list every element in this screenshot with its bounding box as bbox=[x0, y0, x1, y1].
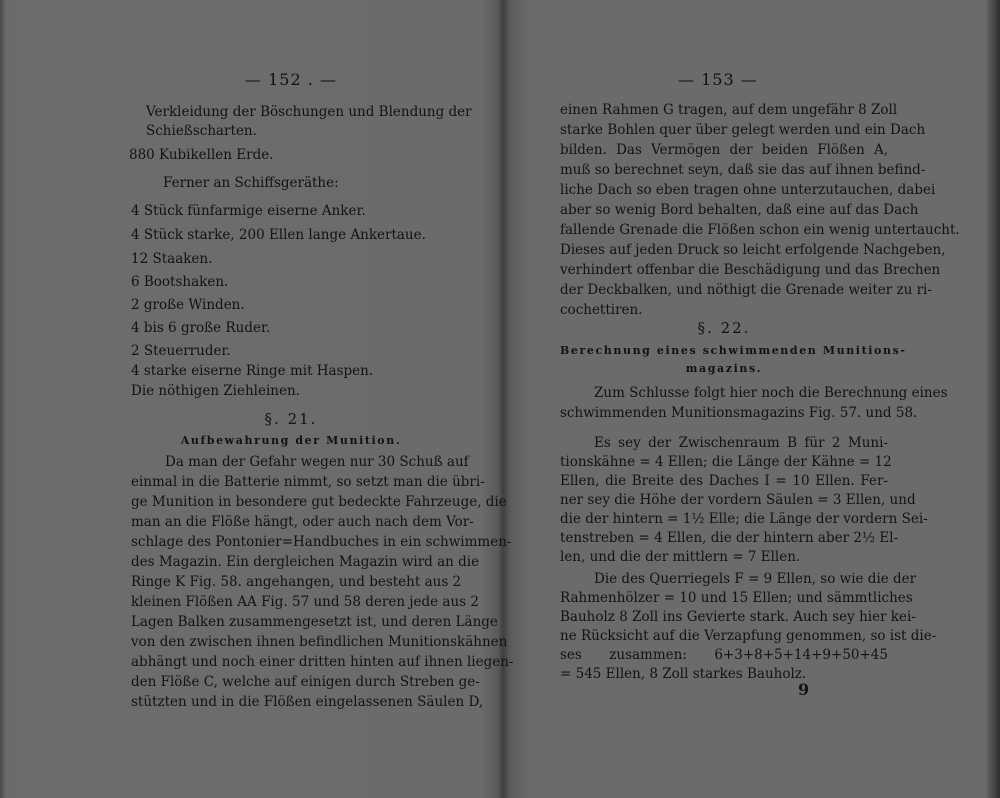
page-number: — 152 . — bbox=[245, 70, 337, 89]
body-line: Ringe K Fig. 58. angehangen, und besteht aus 2 bbox=[131, 574, 462, 590]
section-title: Berechnung eines schwimmenden Munitions- bbox=[560, 344, 907, 357]
list-line: 6 Bootshaken. bbox=[131, 274, 229, 290]
body-line: man an die Flöße hängt, oder auch nach dem Vor- bbox=[131, 514, 474, 530]
body-line: Dieses auf jeden Druck so leicht erfolgende Nachgeben, bbox=[560, 242, 946, 258]
body-line: ge Munition in besondere gut bedeckte Fahrzeuge, die bbox=[131, 494, 507, 510]
body-line: cochettiren. bbox=[560, 302, 643, 318]
body-line: bilden. Das Vermögen der beiden Flößen A, bbox=[560, 142, 888, 158]
body-line: die der hintern = 1½ Elle; die Länge der vordern Sei- bbox=[560, 511, 928, 527]
page-number: — 153 — bbox=[678, 70, 758, 89]
body-line: tenstreben = 4 Ellen, die der hintern aber 2½ El- bbox=[560, 530, 899, 546]
body-line: Die des Querriegels F = 9 Ellen, so wie die der bbox=[594, 571, 917, 587]
body-line: den Flöße C, welche auf einigen durch Streben ge- bbox=[131, 674, 480, 690]
section-title: Aufbewahrung der Munition. bbox=[180, 434, 402, 447]
list-line: 2 Steuerruder. bbox=[131, 343, 231, 359]
body-line: von den zwischen ihnen befindlichen Munitionskähnen bbox=[131, 634, 508, 650]
list-line: 4 starke eiserne Ringe mit Haspen. bbox=[131, 363, 374, 379]
section-title-continued: magazins. bbox=[685, 362, 763, 375]
body-line: Da man der Gefahr wegen nur 30 Schuß auf bbox=[165, 454, 469, 470]
body-line: Rahmenhölzer = 10 und 15 Ellen; und sämmtliches bbox=[560, 590, 913, 606]
list-line: Schießscharten. bbox=[146, 123, 257, 139]
list-line: 4 bis 6 große Ruder. bbox=[131, 320, 271, 336]
list-line: 880 Kubikellen Erde. bbox=[129, 147, 274, 163]
body-line: len, und die der mittlern = 7 Ellen. bbox=[560, 549, 801, 565]
list-line: 2 große Winden. bbox=[131, 297, 245, 313]
list-line: Die nöthigen Ziehleinen. bbox=[131, 383, 300, 399]
list-line: 12 Staaken. bbox=[131, 251, 213, 267]
body-line: tionskähne = 4 Ellen; die Länge der Kähne = 12 bbox=[560, 454, 892, 470]
list-line: 4 Stück starke, 200 Ellen lange Ankertaue. bbox=[131, 227, 426, 243]
body-line: = 545 Ellen, 8 Zoll starkes Bauholz. bbox=[560, 666, 807, 682]
body-line: verhindert offenbar die Beschädigung und das Brechen bbox=[560, 262, 941, 278]
list-line: Verkleidung der Böschungen und Blendung der bbox=[146, 104, 472, 120]
body-line: ses zusammen: 6+3+8+5+14+9+50+45 bbox=[560, 647, 888, 663]
body-line: liche Dach so eben tragen ohne unterzutauchen, dabei bbox=[560, 182, 936, 198]
body-line: Zum Schlusse folgt hier noch die Berechnung eines bbox=[594, 385, 948, 401]
right-page bbox=[506, 0, 1000, 798]
body-line: starke Bohlen quer über gelegt werden und ein Dach bbox=[560, 122, 926, 138]
body-line: schlage des Pontonier=Handbuches in ein schwimmen- bbox=[131, 534, 512, 550]
body-line: fallende Grenade die Flößen schon ein wenig untertaucht. bbox=[560, 222, 960, 238]
body-line: einen Rahmen G tragen, auf dem ungefähr 8 Zoll bbox=[560, 102, 898, 118]
body-line: stützten und in die Flößen eingelassenen Säulen D, bbox=[131, 694, 484, 710]
body-line: ner sey die Höhe der vordern Säulen = 3 Ellen, und bbox=[560, 492, 916, 508]
body-line: schwimmenden Munitionsmagazins Fig. 57. und 58. bbox=[560, 405, 918, 421]
body-line: muß so berechnet seyn, daß sie das auf ihnen befind- bbox=[560, 162, 926, 178]
body-line: Lagen Balken zusammengesetzt ist, und deren Länge bbox=[131, 614, 498, 630]
list-line: 4 Stück fünfarmige eiserne Anker. bbox=[131, 203, 366, 219]
body-line: der Deckbalken, und nöthigt die Grenade weiter zu ri- bbox=[560, 282, 932, 298]
body-line: abhängt und noch einer dritten hinten auf ihnen liegen- bbox=[131, 654, 514, 670]
body-line: Es sey der Zwischenraum B für 2 Muni- bbox=[594, 435, 888, 451]
body-line: einmal in die Batterie nimmt, so setzt man die übri- bbox=[131, 474, 485, 490]
section-number: §. 22. bbox=[697, 319, 751, 337]
body-line: des Magazin. Ein dergleichen Magazin wird an die bbox=[131, 554, 480, 570]
body-line: Ellen, die Breite des Daches I = 10 Ellen. Fer- bbox=[560, 473, 888, 489]
body-line: Bauholz 8 Zoll ins Gevierte stark. Auch sey hier kei- bbox=[560, 609, 916, 625]
section-number: §. 21. bbox=[264, 410, 318, 428]
body-line: kleinen Flößen AA Fig. 57 und 58 deren jede aus 2 bbox=[131, 594, 479, 610]
signature-mark: 9 bbox=[798, 680, 810, 699]
list-line: Ferner an Schiffsgeräthe: bbox=[163, 175, 339, 191]
body-line: aber so wenig Bord behalten, daß eine auf das Dach bbox=[560, 202, 919, 218]
body-line: ne Rücksicht auf die Verzapfung genommen, so ist die- bbox=[560, 628, 937, 644]
